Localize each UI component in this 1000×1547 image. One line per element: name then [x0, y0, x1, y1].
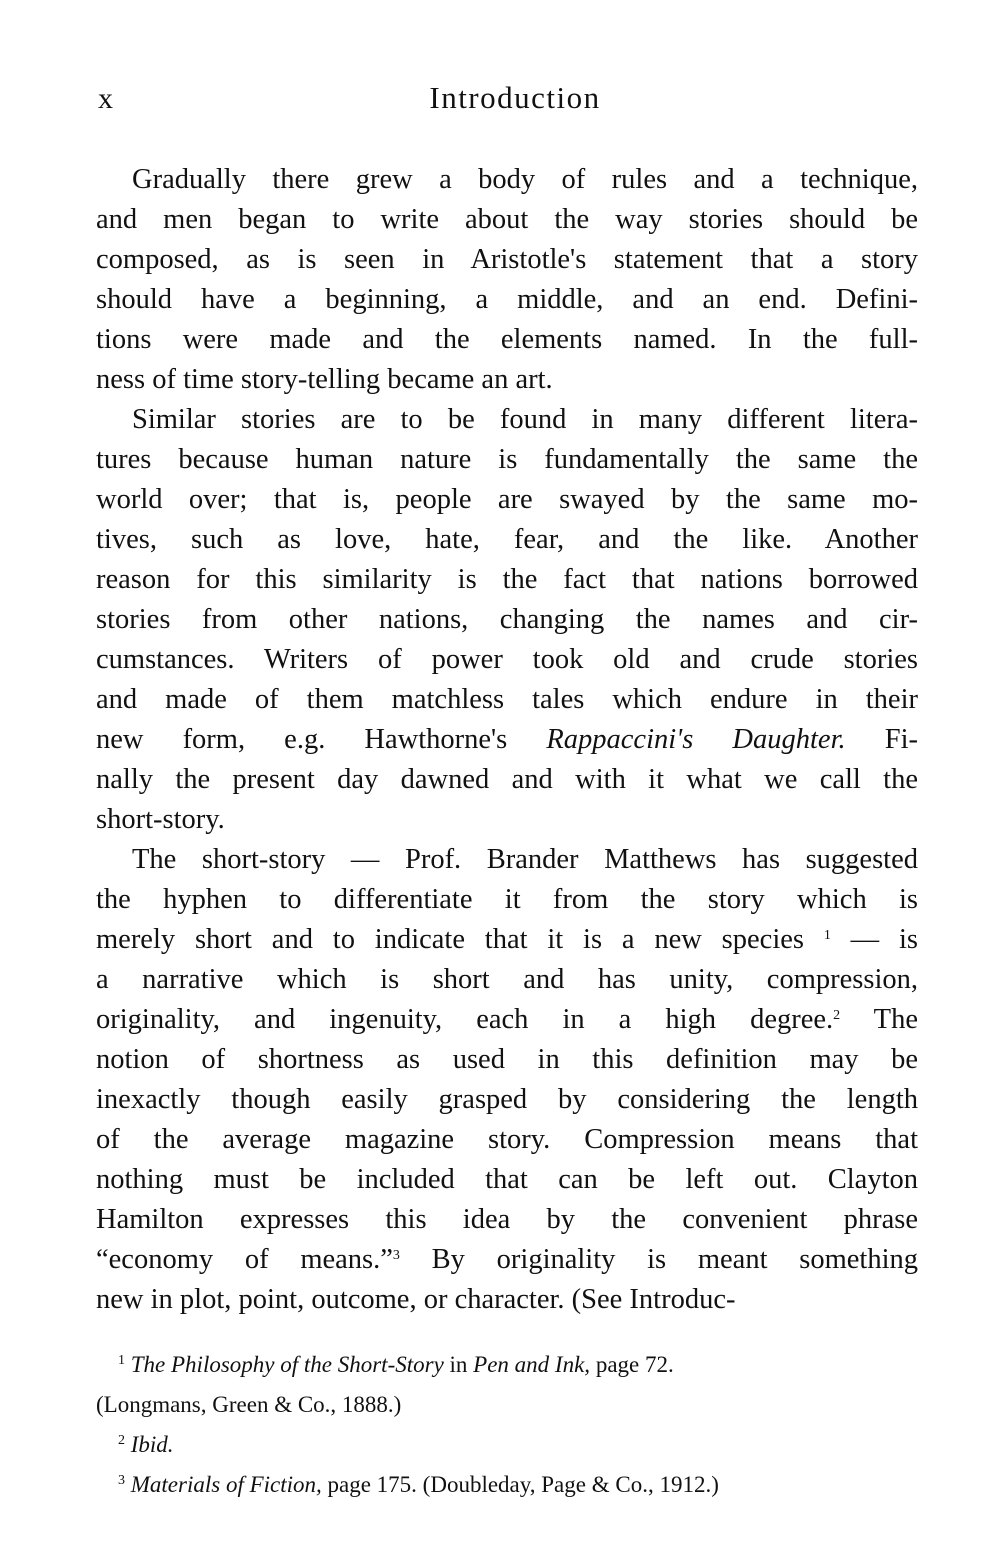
footnote-continuation: (Longmans, Green & Co., 1888.) — [96, 1392, 402, 1417]
footnote-text: Pen and Ink, — [473, 1352, 591, 1377]
text-line: Gradually there grew a body of rules and a technique, — [132, 164, 918, 195]
paragraph — [96, 160, 918, 400]
footnote-ref: 2 — [118, 1433, 125, 1448]
footnote — [96, 1465, 918, 1505]
text-segment: — is — [830, 924, 918, 955]
text-line: nally the present day dawned and with it what we call the — [96, 764, 918, 795]
text-line: reason for this similarity is the fact that nations borrowed — [96, 564, 918, 595]
text-line — [96, 1000, 918, 1040]
paragraph — [96, 400, 918, 840]
text-segment: new form, e.g. Hawthorne's — [96, 724, 547, 755]
footnote-ref: 2 — [833, 1008, 841, 1023]
text-line: tives, such as love, hate, fear, and the like. Another — [96, 524, 918, 555]
text-line: and men began to write about the way stories should be — [96, 204, 918, 235]
footnote-text: The Philosophy of the Short-Story — [130, 1352, 444, 1377]
text-segment: The — [840, 1004, 918, 1035]
page-number: x — [98, 82, 115, 115]
footnote-ref: 1 — [823, 928, 831, 943]
text-line: inexactly though easily grasped by considering the length — [96, 1084, 918, 1115]
footnote-ref: 1 — [118, 1353, 125, 1368]
text-line — [96, 920, 918, 960]
running-title: Introduction — [429, 80, 601, 115]
paragraph — [96, 840, 918, 1320]
text-line: the hyphen to differentiate it from the story which is — [96, 884, 918, 915]
text-line: stories from other nations, changing the names and cir- — [96, 604, 918, 635]
text-line: and made of them matchless tales which endure in their — [96, 684, 918, 715]
text-line: of the average magazine story. Compression means that — [96, 1124, 918, 1155]
text-line — [96, 720, 918, 760]
text-line: cumstances. Writers of power took old and crude stories — [96, 644, 918, 675]
text-segment: By originality is meant something — [399, 1244, 918, 1275]
text-line: short-story. — [96, 804, 225, 835]
text-line: should have a beginning, a middle, and an end. Defini- — [96, 284, 918, 315]
text-line: world over; that is, people are swayed by the same mo- — [96, 484, 918, 515]
footnote-text: page 72. — [590, 1352, 674, 1377]
text-segment: originality, and ingenuity, each in a high degree. — [96, 1004, 834, 1035]
text-line: notion of shortness as used in this definition may be — [96, 1044, 918, 1075]
text-line: The short-story — Prof. Brander Matthews has suggested — [132, 844, 918, 875]
footnote-text: page 175. (Doubleday, Page & Co., 1912.) — [321, 1472, 719, 1497]
text-segment: Fi- — [845, 724, 918, 755]
text-line: ness of time story-telling became an art. — [96, 364, 553, 395]
text-line: Similar stories are to be found in many different litera- — [132, 404, 918, 435]
text-line: composed, as is seen in Aristotle's statement that a story — [96, 244, 918, 275]
text-segment: merely short and to indicate that it is a new species — [96, 924, 824, 955]
footnote — [96, 1345, 918, 1385]
body-text — [96, 160, 918, 1320]
text-line: Hamilton expresses this idea by the convenient phrase — [96, 1204, 918, 1235]
text-line: tions were made and the elements named. In the full- — [96, 324, 918, 355]
footnote-ref: 3 — [392, 1248, 400, 1263]
footnote-text: in — [443, 1352, 474, 1377]
text-segment: Rappaccini's Daughter. — [546, 724, 846, 755]
footnote-text: Ibid. — [130, 1432, 174, 1457]
text-line: a narrative which is short and has unity, compression, — [96, 964, 918, 995]
text-line: tures because human nature is fundamentally the same the — [96, 444, 918, 475]
text-line — [96, 1240, 918, 1280]
text-line: new in plot, point, outcome, or character. (See Introduc- — [96, 1284, 736, 1315]
text-segment: “economy of means.” — [96, 1244, 393, 1275]
footnote-ref: 3 — [118, 1473, 125, 1488]
footnote — [96, 1425, 918, 1465]
footnote-text: Materials of Fiction, — [130, 1472, 322, 1497]
text-line: nothing must be included that can be left out. Clayton — [96, 1164, 918, 1195]
